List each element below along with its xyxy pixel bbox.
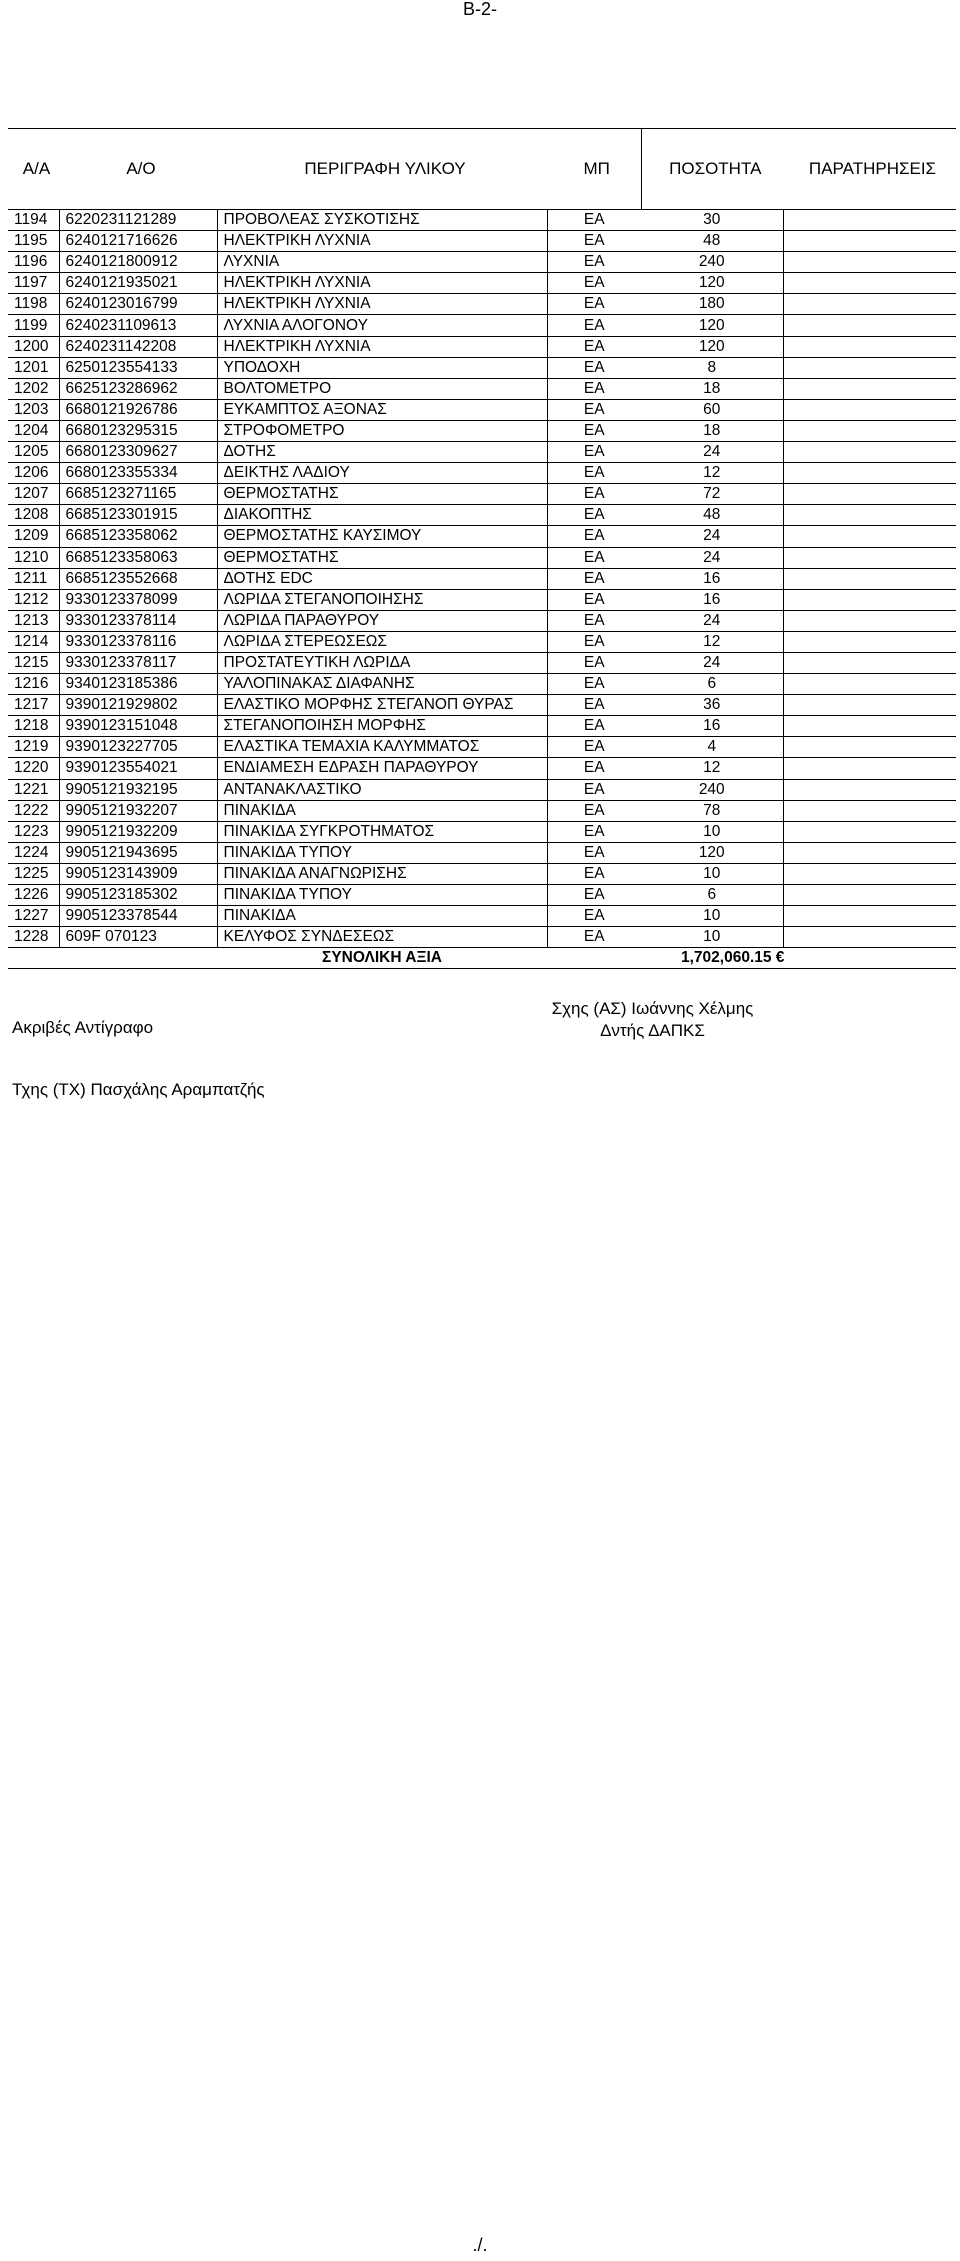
- cell-unit: ΕΑ: [547, 821, 641, 842]
- cell-remarks: [783, 610, 956, 631]
- table-header: [8, 129, 956, 210]
- cell-remarks: [783, 294, 956, 315]
- cell-aa: 1201: [8, 357, 59, 378]
- cell-ao: 6625123286962: [59, 378, 217, 399]
- cell-ao: 9340123185386: [59, 674, 217, 695]
- table-row: [8, 758, 956, 779]
- cell-quantity: 240: [641, 252, 783, 273]
- cell-aa: 1212: [8, 589, 59, 610]
- cell-ao: 9905121932209: [59, 821, 217, 842]
- cell-remarks: [783, 737, 956, 758]
- column-header-ao: Α/Ο: [59, 129, 217, 210]
- cell-aa: 1207: [8, 484, 59, 505]
- cell-unit: ΕΑ: [547, 906, 641, 927]
- cell-aa: 1225: [8, 863, 59, 884]
- cell-ao: 6240121800912: [59, 252, 217, 273]
- cell-remarks: [783, 885, 956, 906]
- cell-aa: 1211: [8, 568, 59, 589]
- cell-description: ΔΙΑΚΟΠΤΗΣ: [217, 505, 547, 526]
- cell-quantity: 10: [641, 863, 783, 884]
- table-row: [8, 442, 956, 463]
- total-label: ΣΥΝΟΛΙΚΗ ΑΞΙΑ: [217, 948, 547, 969]
- cell-description: ΔΟΤΗΣ EDC: [217, 568, 547, 589]
- cell-description: ΠΙΝΑΚΙΔΑ ΑΝΑΓΝΩΡΙΣΗΣ: [217, 863, 547, 884]
- cell-description: ΔΟΤΗΣ: [217, 442, 547, 463]
- cell-quantity: 10: [641, 906, 783, 927]
- cell-unit: ΕΑ: [547, 716, 641, 737]
- cell-description: ΚΕΛΥΦΟΣ ΣΥΝΔΕΣΕΩΣ: [217, 927, 547, 948]
- cell-description: ΗΛΕΚΤΡΙΚΗ ΛΥΧΝΙΑ: [217, 294, 547, 315]
- cell-ao: 6680121926786: [59, 399, 217, 420]
- cell-ao: 6685123271165: [59, 484, 217, 505]
- cell-quantity: 24: [641, 526, 783, 547]
- cell-remarks: [783, 631, 956, 652]
- cell-description: ΛΩΡΙΔΑ ΣΤΕΓΑΝΟΠΟΙΗΣΗΣ: [217, 589, 547, 610]
- cell-quantity: 6: [641, 674, 783, 695]
- cell-description: ΗΛΕΚΤΡΙΚΗ ΛΥΧΝΙΑ: [217, 273, 547, 294]
- cell-quantity: 10: [641, 821, 783, 842]
- cell-description: ΠΡΟΒΟΛΕΑΣ ΣΥΣΚΟΤΙΣΗΣ: [217, 210, 547, 231]
- cell-aa: 1227: [8, 906, 59, 927]
- cell-quantity: 180: [641, 294, 783, 315]
- cell-unit: ΕΑ: [547, 294, 641, 315]
- cell-description: ΘΕΡΜΟΣΤΑΤΗΣ: [217, 547, 547, 568]
- cell-remarks: [783, 505, 956, 526]
- table-row: [8, 463, 956, 484]
- cell-remarks: [783, 716, 956, 737]
- table-row: [8, 885, 956, 906]
- cell-unit: ΕΑ: [547, 463, 641, 484]
- cell-remarks: [783, 674, 956, 695]
- cell-remarks: [783, 800, 956, 821]
- table-row: [8, 252, 956, 273]
- cell-ao: 9905123185302: [59, 885, 217, 906]
- cell-ao: 6680123355334: [59, 463, 217, 484]
- cell-description: ΘΕΡΜΟΣΤΑΤΗΣ ΚΑΥΣΙΜΟΥ: [217, 526, 547, 547]
- table-row: [8, 357, 956, 378]
- cell-quantity: 16: [641, 716, 783, 737]
- cell-ao: 9905121943695: [59, 842, 217, 863]
- table-row: [8, 420, 956, 441]
- cell-unit: ΕΑ: [547, 231, 641, 252]
- table-row: [8, 505, 956, 526]
- table-row: [8, 695, 956, 716]
- cell-remarks: [783, 927, 956, 948]
- cell-remarks: [783, 695, 956, 716]
- cell-description: ΘΕΡΜΟΣΤΑΤΗΣ: [217, 484, 547, 505]
- table-row: [8, 294, 956, 315]
- cell-ao: 6220231121289: [59, 210, 217, 231]
- cell-quantity: 24: [641, 652, 783, 673]
- cell-remarks: [783, 399, 956, 420]
- cell-unit: ΕΑ: [547, 652, 641, 673]
- cell-aa: 1197: [8, 273, 59, 294]
- table-row: [8, 526, 956, 547]
- cell-aa: 1214: [8, 631, 59, 652]
- cell-remarks: [783, 821, 956, 842]
- cell-ao: 6240121716626: [59, 231, 217, 252]
- cell-aa: 1224: [8, 842, 59, 863]
- cell-description: ΒΟΛΤΟΜΕΤΡΟ: [217, 378, 547, 399]
- cell-quantity: 120: [641, 336, 783, 357]
- cell-ao: 9905121932195: [59, 779, 217, 800]
- cell-quantity: 60: [641, 399, 783, 420]
- cell-unit: ΕΑ: [547, 442, 641, 463]
- cell-remarks: [783, 463, 956, 484]
- cell-quantity: 30: [641, 210, 783, 231]
- table-body: [8, 210, 956, 969]
- cell-quantity: 120: [641, 315, 783, 336]
- cell-aa: 1213: [8, 610, 59, 631]
- cell-description: ΕΝΔΙΑΜΕΣΗ ΕΔΡΑΣΗ ΠΑΡΑΘΥΡΟΥ: [217, 758, 547, 779]
- cell-remarks: [783, 378, 956, 399]
- cell-unit: ΕΑ: [547, 568, 641, 589]
- cell-unit: ΕΑ: [547, 863, 641, 884]
- cell-description: ΠΙΝΑΚΙΔΑ ΣΥΓΚΡΟΤΗΜΑΤΟΣ: [217, 821, 547, 842]
- cell-quantity: 18: [641, 378, 783, 399]
- cell-quantity: 48: [641, 231, 783, 252]
- cell-description: ΥΠΟΔΟΧΗ: [217, 357, 547, 378]
- cell-remarks: [783, 526, 956, 547]
- cell-aa: 1198: [8, 294, 59, 315]
- table-row: [8, 631, 956, 652]
- cell-ao: 9905121932207: [59, 800, 217, 821]
- cell-aa: 1199: [8, 315, 59, 336]
- cell-quantity: 24: [641, 610, 783, 631]
- column-header-remarks: ΠΑΡΑΤΗΡΗΣΕΙΣ: [783, 129, 956, 210]
- cell-unit: ΕΑ: [547, 589, 641, 610]
- cell-quantity: 12: [641, 758, 783, 779]
- cell-remarks: [783, 758, 956, 779]
- cell-unit: ΕΑ: [547, 631, 641, 652]
- cell-description: ΕΛΑΣΤΙΚΟ ΜΟΡΦΗΣ ΣΤΕΓΑΝΟΠ ΘΥΡΑΣ: [217, 695, 547, 716]
- cell-ao: 9390123554021: [59, 758, 217, 779]
- column-header-unit: ΜΠ: [547, 129, 641, 210]
- cell-quantity: 4: [641, 737, 783, 758]
- cell-unit: ΕΑ: [547, 210, 641, 231]
- signature-block: [460, 998, 845, 1042]
- cell-unit: ΕΑ: [547, 315, 641, 336]
- cell-description: ΑΝΤΑΝΑΚΛΑΣΤΙΚΟ: [217, 779, 547, 800]
- cell-ao: 6250123554133: [59, 357, 217, 378]
- cell-ao: 6240121935021: [59, 273, 217, 294]
- cell-unit: ΕΑ: [547, 779, 641, 800]
- cell-unit: ΕΑ: [547, 378, 641, 399]
- cell-quantity: 120: [641, 273, 783, 294]
- cell-unit: ΕΑ: [547, 842, 641, 863]
- table-row: [8, 842, 956, 863]
- cell-ao: 9390121929802: [59, 695, 217, 716]
- cell-quantity: 16: [641, 568, 783, 589]
- cell-remarks: [783, 442, 956, 463]
- cell-aa: 1216: [8, 674, 59, 695]
- cell-description: ΗΛΕΚΤΡΙΚΗ ΛΥΧΝΙΑ: [217, 336, 547, 357]
- cell-quantity: 24: [641, 442, 783, 463]
- total-value: 1,702,060.15 €: [641, 948, 956, 969]
- cell-quantity: 6: [641, 885, 783, 906]
- cell-quantity: 16: [641, 589, 783, 610]
- cell-description: ΥΑΛΟΠΙΝΑΚΑΣ ΔΙΑΦΑΝΗΣ: [217, 674, 547, 695]
- cell-unit: ΕΑ: [547, 526, 641, 547]
- cell-description: ΕΛΑΣΤΙΚΑ ΤΕΜΑΧΙΑ ΚΑΛΥΜΜΑΤΟΣ: [217, 737, 547, 758]
- cell-unit: ΕΑ: [547, 695, 641, 716]
- cell-quantity: 48: [641, 505, 783, 526]
- cell-ao: 9330123378099: [59, 589, 217, 610]
- cell-remarks: [783, 273, 956, 294]
- cell-quantity: 36: [641, 695, 783, 716]
- signer-title: Δντής ΔΑΠΚΣ: [600, 1021, 705, 1040]
- cell-description: ΣΤΕΓΑΝΟΠΟΙΗΣΗ ΜΟΡΦΗΣ: [217, 716, 547, 737]
- cell-description: ΔΕΙΚΤΗΣ ΛΑΔΙΟΥ: [217, 463, 547, 484]
- cell-unit: ΕΑ: [547, 758, 641, 779]
- cell-aa: 1221: [8, 779, 59, 800]
- table-row: [8, 336, 956, 357]
- cell-remarks: [783, 589, 956, 610]
- cell-ao: 6240231109613: [59, 315, 217, 336]
- cell-aa: 1222: [8, 800, 59, 821]
- cell-remarks: [783, 842, 956, 863]
- cell-ao: 6685123301915: [59, 505, 217, 526]
- cell-aa: 1220: [8, 758, 59, 779]
- cell-aa: 1203: [8, 399, 59, 420]
- cell-quantity: 12: [641, 463, 783, 484]
- cell-quantity: 8: [641, 357, 783, 378]
- cell-unit: ΕΑ: [547, 737, 641, 758]
- cell-unit: ΕΑ: [547, 357, 641, 378]
- cell-remarks: [783, 652, 956, 673]
- table-row: [8, 906, 956, 927]
- cell-description: ΠΙΝΑΚΙΔΑ: [217, 800, 547, 821]
- cell-remarks: [783, 906, 956, 927]
- table-row: [8, 927, 956, 948]
- table-row: [8, 231, 956, 252]
- table-row: [8, 652, 956, 673]
- column-header-description: ΠΕΡΙΓΡΑΦΗ ΥΛΙΚΟΥ: [217, 129, 547, 210]
- cell-remarks: [783, 420, 956, 441]
- cell-ao: 6680123295315: [59, 420, 217, 441]
- cell-unit: ΕΑ: [547, 252, 641, 273]
- cell-quantity: 240: [641, 779, 783, 800]
- cell-quantity: 24: [641, 547, 783, 568]
- cell-ao: 9390123151048: [59, 716, 217, 737]
- table-row: [8, 210, 956, 231]
- cell-unit: ΕΑ: [547, 927, 641, 948]
- cell-aa: 1204: [8, 420, 59, 441]
- cell-ao: 6240123016799: [59, 294, 217, 315]
- table-row: [8, 779, 956, 800]
- cell-aa: 1218: [8, 716, 59, 737]
- cell-unit: ΕΑ: [547, 336, 641, 357]
- cell-ao: 6685123358062: [59, 526, 217, 547]
- cell-unit: ΕΑ: [547, 399, 641, 420]
- cell-remarks: [783, 863, 956, 884]
- cell-aa: 1208: [8, 505, 59, 526]
- cell-description: ΗΛΕΚΤΡΙΚΗ ΛΥΧΝΙΑ: [217, 231, 547, 252]
- cell-aa: 1200: [8, 336, 59, 357]
- table-row: [8, 821, 956, 842]
- cell-ao: 9330123378116: [59, 631, 217, 652]
- cell-aa: 1195: [8, 231, 59, 252]
- cell-ao: 9330123378114: [59, 610, 217, 631]
- cell-description: ΛΥΧΝΙΑ ΑΛΟΓΟΝΟΥ: [217, 315, 547, 336]
- column-header-aa: Α/Α: [8, 129, 59, 210]
- cell-description: ΣΤΡΟΦΟΜΕΤΡΟ: [217, 420, 547, 441]
- cell-ao: 6685123552668: [59, 568, 217, 589]
- cell-ao: 9905123378544: [59, 906, 217, 927]
- cell-ao: 9390123227705: [59, 737, 217, 758]
- page-end-mark: ./.: [472, 2235, 488, 2255]
- cell-description: ΕΥΚΑΜΠΤΟΣ ΑΞΟΝΑΣ: [217, 399, 547, 420]
- cell-aa: 1205: [8, 442, 59, 463]
- cell-remarks: [783, 315, 956, 336]
- table-row: [8, 716, 956, 737]
- cell-description: ΛΩΡΙΔΑ ΣΤΕΡΕΩΣΕΩΣ: [217, 631, 547, 652]
- cell-remarks: [783, 547, 956, 568]
- cell-description: ΛΥΧΝΙΑ: [217, 252, 547, 273]
- cell-description: ΠΙΝΑΚΙΔΑ: [217, 906, 547, 927]
- cell-aa: 1196: [8, 252, 59, 273]
- cell-aa: 1219: [8, 737, 59, 758]
- cell-remarks: [783, 484, 956, 505]
- cell-unit: ΕΑ: [547, 674, 641, 695]
- certified-copy-note: Ακριβές Αντίγραφο: [12, 1018, 154, 1037]
- cell-aa: 1209: [8, 526, 59, 547]
- cell-remarks: [783, 336, 956, 357]
- cell-quantity: 10: [641, 927, 783, 948]
- table-row: [8, 547, 956, 568]
- cell-description: ΠΙΝΑΚΙΔΑ ΤΥΠΟΥ: [217, 885, 547, 906]
- cell-quantity: 72: [641, 484, 783, 505]
- cell-quantity: 12: [641, 631, 783, 652]
- cell-unit: ΕΑ: [547, 420, 641, 441]
- table-row: [8, 378, 956, 399]
- cell-description: ΠΙΝΑΚΙΔΑ ΤΥΠΟΥ: [217, 842, 547, 863]
- cell-unit: ΕΑ: [547, 273, 641, 294]
- cell-remarks: [783, 779, 956, 800]
- page-header: B-2-: [462, 0, 497, 19]
- cell-quantity: 18: [641, 420, 783, 441]
- cell-aa: 1210: [8, 547, 59, 568]
- cell-description: ΛΩΡΙΔΑ ΠΑΡΑΘΥΡΟΥ: [217, 610, 547, 631]
- cell-unit: ΕΑ: [547, 505, 641, 526]
- cell-remarks: [783, 568, 956, 589]
- cell-quantity: 120: [641, 842, 783, 863]
- total-row: [8, 948, 956, 969]
- cell-remarks: [783, 357, 956, 378]
- cell-aa: 1194: [8, 210, 59, 231]
- cell-unit: ΕΑ: [547, 885, 641, 906]
- table-row: [8, 315, 956, 336]
- table-row: [8, 674, 956, 695]
- cell-unit: ΕΑ: [547, 484, 641, 505]
- cell-ao: 609F 070123: [59, 927, 217, 948]
- table-row: [8, 399, 956, 420]
- cell-aa: 1228: [8, 927, 59, 948]
- materials-table: [8, 128, 956, 969]
- cell-ao: 6685123358063: [59, 547, 217, 568]
- cell-remarks: [783, 210, 956, 231]
- cell-aa: 1215: [8, 652, 59, 673]
- cell-unit: ΕΑ: [547, 800, 641, 821]
- cell-unit: ΕΑ: [547, 610, 641, 631]
- cell-aa: 1206: [8, 463, 59, 484]
- table-row: [8, 863, 956, 884]
- table-row: [8, 568, 956, 589]
- cell-quantity: 78: [641, 800, 783, 821]
- cell-description: ΠΡΟΣΤΑΤΕΥΤΙΚΗ ΛΩΡΙΔΑ: [217, 652, 547, 673]
- cell-remarks: [783, 231, 956, 252]
- cell-aa: 1217: [8, 695, 59, 716]
- table-row: [8, 737, 956, 758]
- column-header-quantity: ΠΟΣΟΤΗΤΑ: [641, 129, 783, 210]
- cell-aa: 1226: [8, 885, 59, 906]
- cell-unit: ΕΑ: [547, 547, 641, 568]
- table-row: [8, 800, 956, 821]
- table-row: [8, 273, 956, 294]
- cell-aa: 1202: [8, 378, 59, 399]
- issuer-name: Τχης (ΤΧ) Πασχάλης Αραμπατζής: [12, 1080, 265, 1099]
- cell-aa: 1223: [8, 821, 59, 842]
- table-row: [8, 484, 956, 505]
- cell-ao: 6240231142208: [59, 336, 217, 357]
- signer-name: Σχης (ΑΣ) Ιωάννης Χέλμης: [551, 999, 754, 1018]
- table-row: [8, 610, 956, 631]
- cell-ao: 9905123143909: [59, 863, 217, 884]
- cell-ao: 9330123378117: [59, 652, 217, 673]
- table-row: [8, 589, 956, 610]
- cell-remarks: [783, 252, 956, 273]
- cell-ao: 6680123309627: [59, 442, 217, 463]
